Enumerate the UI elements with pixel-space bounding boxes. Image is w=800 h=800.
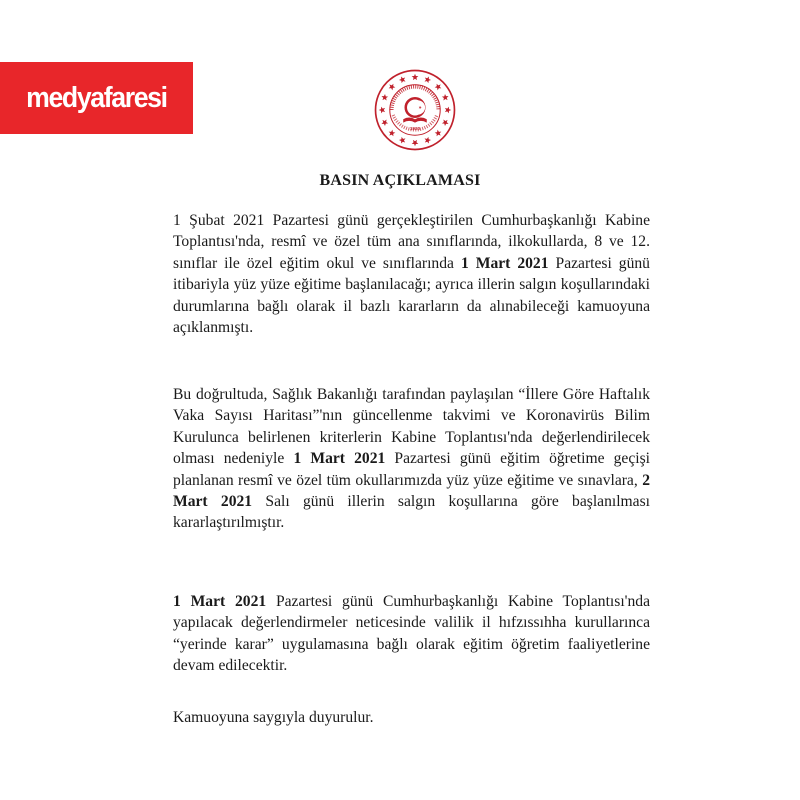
seal-star [389, 130, 396, 137]
seal-star [399, 137, 406, 144]
paragraph-3: 1 Mart 2021 Pazartesi günü Cumhurbaşkanlığı Kabine Toplantısı'nda yapılacak değerlendirmeler neticesinde valilik il hıfzıssıhha kurullarınca “yerinde karar” uygulamasına bağlı olarak eğitim öğretim faaliyetlerine devam edilecektir. [173, 593, 650, 675]
seal-star [381, 120, 388, 127]
seal-star [412, 140, 419, 146]
paragraph-2: Bu doğrultuda, Sağlık Bakanlığı tarafından paylaşılan “İllere Göre Haftalık Vaka Sayısı Haritası”'nın güncellenme takvimi ve Koronavirüs Bilim Kurulunca belirlenen kriterlerin Kabine Toplantısı'nda değerlendirilecek olması nedeniyle 1 Mart 2021 Pazartesi günü eğitim öğretime geçişi planlanan resmî ve özel tüm okullarımızda yüz yüze eğitime ve sınavlara, 2 Mart 2021 Salı günü illerin salgın koşullarına göre başlanılması kararlaştırılmıştır. [173, 386, 650, 532]
brand-name: medyafaresi [26, 81, 167, 114]
date-highlight: 1 Mart 2021 [293, 450, 386, 468]
seal-star [379, 107, 385, 114]
date-highlight: 1 Mart 2021 [460, 254, 549, 272]
seal-year: 1920 [409, 126, 421, 132]
document-title: BASIN AÇIKLAMASI [319, 172, 481, 189]
closing-line: Kamuoyuna saygıyla duyurulur. [173, 709, 374, 726]
seal-star [381, 94, 388, 101]
seal-star [435, 130, 442, 137]
seal-star [389, 84, 396, 91]
seal-star [435, 84, 442, 91]
seal-star [412, 74, 419, 80]
meb-seal-icon [373, 68, 457, 152]
date-highlight: 1 Mart 2021 [173, 593, 267, 610]
seal-star [442, 120, 449, 127]
paragraph-1: 1 Şubat 2021 Pazartesi günü gerçekleştirilen Cumhurbaşkanlığı Kabine Toplantısı'nda, resmî ve özel tüm ana sınıflarında, ilkokullarda, 8 ve 12. sınıflar ile özel eğitim okul ve sınıflarında 1 Mart 2021 Pazartesi günü itibariyla yüz yüze eğitime başlanılacağı; ayrıca illerin salgın koşullarındaki durumlarına bağlı olarak il bazlı kararların da alınabileceği kamuoyuna açıklanmıştı. [173, 212, 650, 337]
seal-star [399, 76, 406, 83]
seal-star [425, 76, 432, 83]
seal-star [445, 107, 451, 114]
seal-star [442, 94, 449, 101]
brand-logo [0, 62, 193, 134]
seal-star [425, 137, 432, 144]
date-highlight: 2 Mart 2021 [173, 471, 650, 511]
